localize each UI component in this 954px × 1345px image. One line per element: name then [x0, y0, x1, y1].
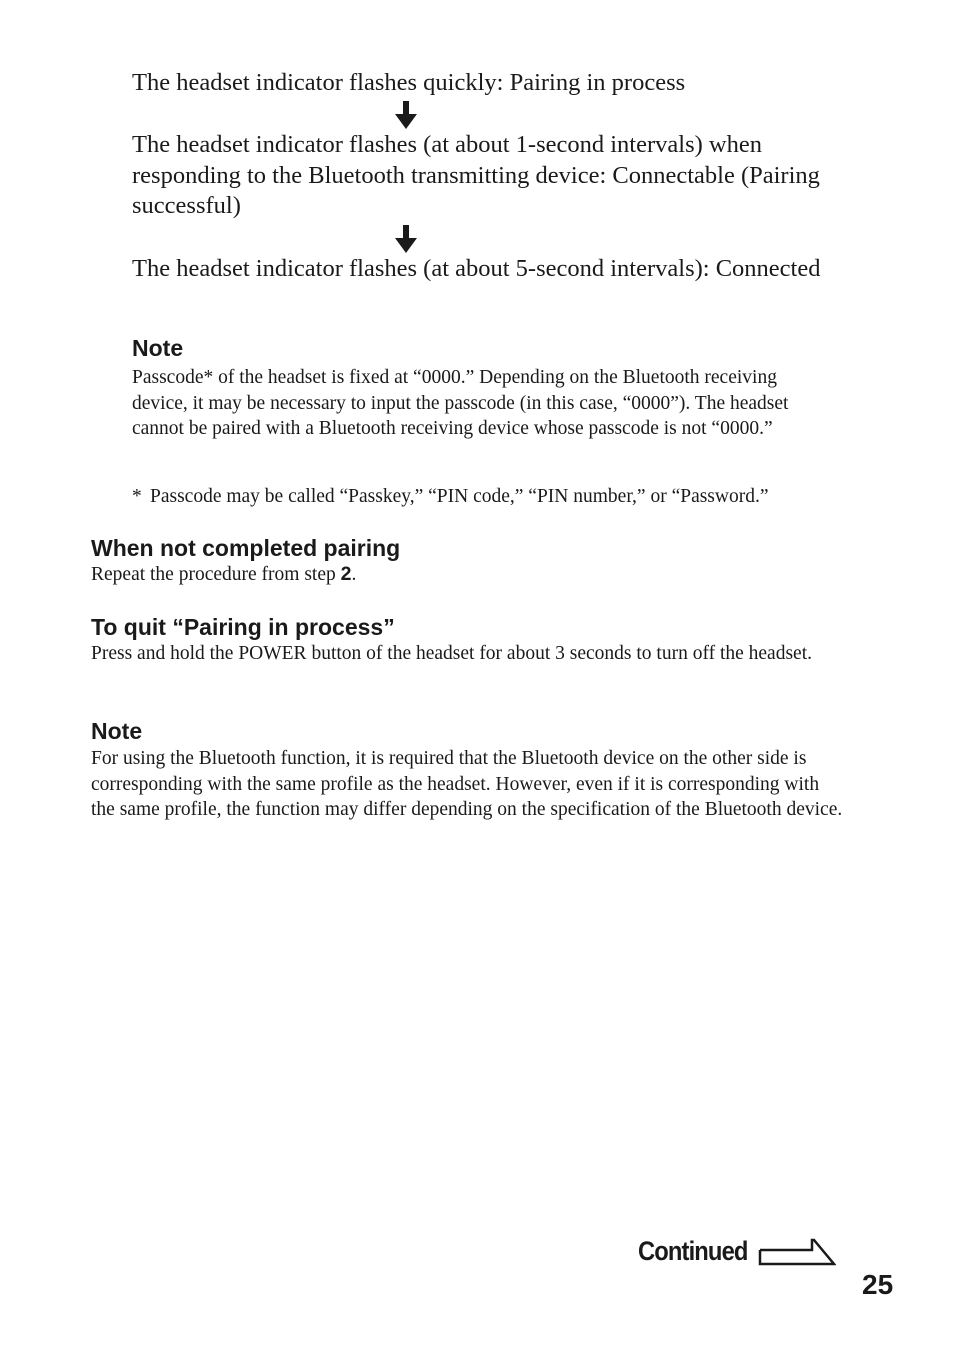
section-text-not-completed — [91, 562, 841, 588]
down-arrow-icon — [395, 101, 417, 129]
passcode-footnote — [132, 484, 852, 510]
down-arrow-icon — [395, 225, 417, 253]
page-number: 25 — [862, 1269, 894, 1300]
note-heading: Note — [132, 335, 184, 361]
note-profile-text: For using the Bluetooth function, it is required that the Bluetooth device on the other side is corresponding with the same profile as the headset. However, even if it is corresponding with the same profile, the function may differ depending on the specification of the Bluetooth device. — [91, 748, 843, 820]
note-heading: Note — [91, 718, 143, 744]
continued-label: Continued — [638, 1236, 748, 1266]
note-passcode-text: Passcode* of the headset is fixed at “0000.” Depending on the Bluetooth receiving device, it may be necessary to input the passcode (in this case, “0000”). The headset cannot be paired with a Bluetooth receiving device whose passcode is not “0000.” — [132, 367, 789, 439]
flow-step-connectable: The headset indicator flashes (at about 1-second intervals) when responding to the Bluetooth transmitting device: Connectable (Pairing successful) — [132, 131, 820, 219]
footnote-mark: * — [132, 486, 142, 507]
footnote-text: Passcode may be called “Passkey,” “PIN code,” “PIN number,” or “Password.” — [150, 486, 769, 507]
step-number: 2 — [340, 563, 352, 585]
section-heading-not-completed: When not completed pairing — [91, 535, 401, 561]
section-heading-quit-pairing: To quit “Pairing in process” — [91, 614, 395, 640]
repeat-text-suffix: . — [351, 564, 357, 585]
repeat-text: Repeat the procedure from step — [91, 564, 341, 585]
flow-step-connected: The headset indicator flashes (at about 5-second intervals): Connected — [132, 255, 821, 282]
continued-arrow-icon — [758, 1238, 836, 1266]
flow-step-pairing-in-process: The headset indicator flashes quickly: Pairing in process — [132, 69, 686, 96]
section-text-quit-pairing: Press and hold the POWER button of the headset for about 3 seconds to turn off the headset. — [91, 643, 812, 664]
